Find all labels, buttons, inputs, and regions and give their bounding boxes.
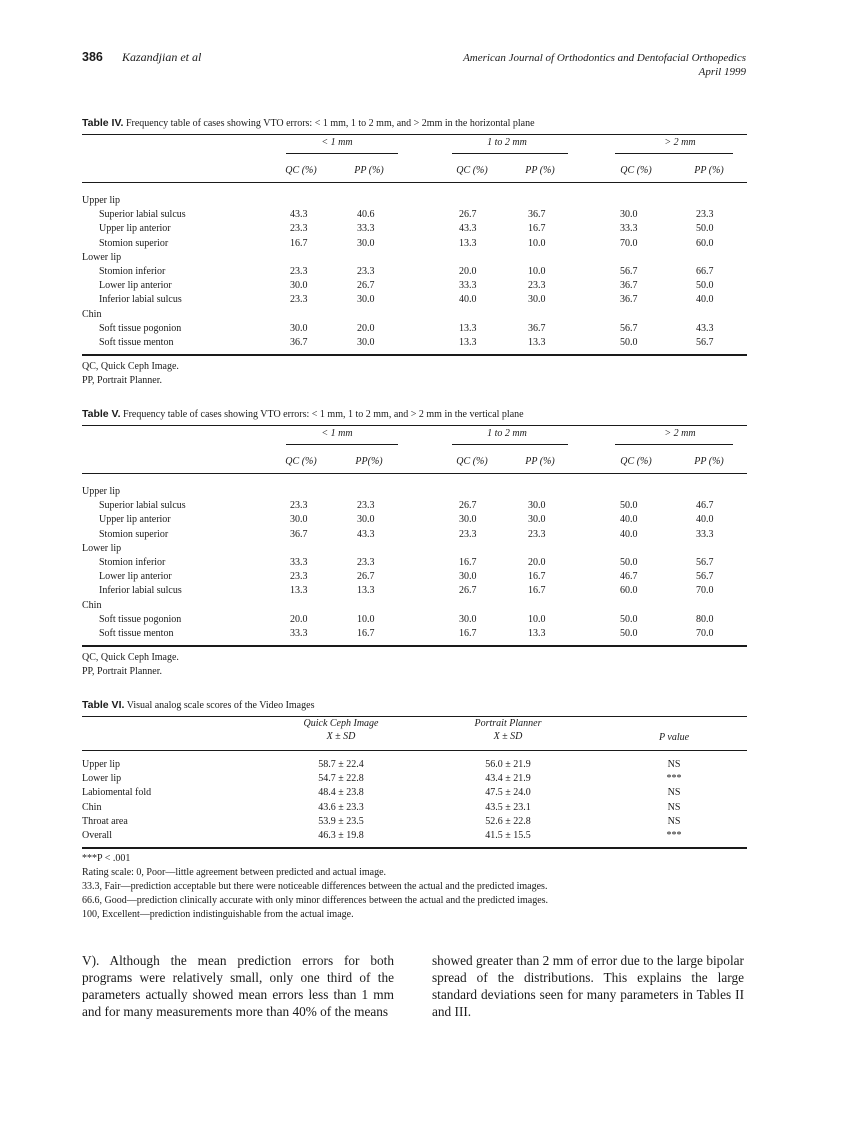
group-header: > 2 mm [664,137,696,148]
group-rule [452,444,568,445]
table-cell: 13.3 [459,337,477,348]
table-cell: 30.0 [528,514,546,526]
table-cell-qc: 43.6 ± 23.3 [318,801,364,813]
table-cell: 16.7 [459,557,477,568]
table-cell: 70.0 [620,237,638,249]
row-label: Superior labial sulcus [99,500,186,512]
table-label: Table IV. [82,117,124,129]
table-footnote: PP, Portrait Planner. [82,666,163,678]
table-cell-p: NS [667,815,681,827]
table-cell: 16.7 [528,585,546,597]
table-cell: 33.3 [357,223,375,235]
table-cell: 16.7 [459,628,477,639]
table-cell: 56.7 [620,266,638,277]
row-label: Upper lip anterior [99,514,171,526]
table-cell-pp: 41.5 ± 15.5 [485,830,531,841]
table-cell: 23.3 [528,528,546,540]
table-cell: 50.0 [620,613,638,625]
row-label: Stomion inferior [99,557,166,568]
header-rule [82,182,747,183]
group-rule [615,444,733,445]
group-header: > 2 mm [664,428,696,439]
column-header: PP(%) [355,456,383,467]
table-cell-qc: 48.4 ± 23.8 [318,787,364,799]
row-category: Upper lip [82,195,121,206]
table-cell-p: *** [666,830,682,841]
table-cell: 30.0 [528,294,546,306]
table-caption-text: Visual analog scale scores of the Video Images [126,700,315,711]
table-cell: 13.3 [459,237,477,249]
table-cell: 30.0 [357,514,375,526]
table-cell: 46.7 [620,571,638,583]
column-header: QC (%) [620,165,652,176]
column-header: QC (%) [620,456,652,467]
table-cell: 23.3 [357,557,375,568]
column-header: QC (%) [456,456,488,467]
table-cell: 30.0 [459,571,477,583]
table-cell: 36.7 [620,280,638,292]
table-cell: 70.0 [696,628,714,639]
table-label: Table VI. [82,699,125,711]
row-label: Stomion superior [99,237,169,249]
table-footnote: QC, Quick Ceph Image. [82,652,179,664]
column-header: PP (%) [525,456,555,467]
table-cell: 26.7 [459,585,477,597]
table-cell: 23.3 [290,223,308,235]
table-bottom-rule [82,645,747,646]
table-cell: 30.0 [290,322,308,334]
table-cell: 10.0 [357,613,375,625]
table-cell: 30.0 [357,237,375,249]
column-header-p: P value [658,732,690,743]
table-cell: 20.0 [290,613,308,625]
row-label: Lower lip anterior [99,571,172,583]
table-cell: 56.7 [696,337,714,348]
body-text-left: V). Although the mean prediction errors for both programs were relatively small, only one third of the parameters actually showed mean errors less than 1 mm and for many measurements more than 40% of the means [82,953,394,1019]
table-cell: 50.0 [620,500,638,512]
table-bottom-rule [82,847,747,848]
table-cell-p: NS [667,801,681,813]
row-label: Upper lip anterior [99,223,171,235]
table-cell-p: NS [667,787,681,799]
row-category: Lower lip [82,542,122,554]
table-cell: 60.0 [696,237,714,249]
row-label: Labiomental fold [82,787,152,799]
table-cell: 40.6 [357,209,375,221]
column-header-pp: Portrait Planner [474,718,542,729]
table-cell: 70.0 [696,585,714,597]
group-rule [286,444,398,445]
running-author: Kazandjian et al [122,50,202,64]
table-cell: 40.0 [696,514,714,526]
row-label: Soft tissue pogonion [99,322,182,334]
column-subheader-pp: X ± SD [493,731,523,742]
table-cell: 23.3 [357,266,375,277]
table-footnote: 66.6, Good—prediction clinically accurate with only minor differences between the actual and the predicted images. [82,895,549,907]
table-cell: 10.0 [528,613,546,625]
table-cell: 23.3 [459,528,477,540]
table-cell: 26.7 [459,209,477,221]
table-footnote: 33.3, Fair—prediction acceptable but there were noticeable differences between the actual and the predicted images. [82,881,548,893]
row-label: Superior labial sulcus [99,209,186,221]
table-cell: 23.3 [290,266,308,277]
table-cell: 16.7 [290,237,308,249]
table-cell: 26.7 [459,500,477,512]
table-cell: 33.3 [290,557,308,568]
table-cell: 46.7 [696,500,714,512]
table-cell: 23.3 [290,500,308,512]
table-cell: 36.7 [620,294,638,306]
table-cell: 10.0 [528,237,546,249]
table-cell-qc: 58.7 ± 22.4 [318,759,364,770]
row-category: Chin [82,599,102,611]
table-cell: 20.0 [357,322,375,334]
table-cell: 23.3 [357,500,375,512]
table-cell: 40.0 [620,528,638,540]
table-cell-qc: 53.9 ± 23.5 [318,815,364,827]
group-rule [615,153,733,154]
table-cell: 40.0 [459,294,477,306]
row-label: Soft tissue menton [99,337,174,348]
journal-header [463,51,746,79]
column-header: PP (%) [354,165,384,176]
table-cell: 50.0 [696,223,714,235]
row-label: Overall [82,830,112,841]
table-cell: 13.3 [528,337,546,348]
table-caption-text: Frequency table of cases showing VTO errors: < 1 mm, 1 to 2 mm, and > 2 mm in the vertical plane [123,409,524,420]
row-label: Lower lip [82,773,122,785]
table-cell: 23.3 [290,571,308,583]
table-cell: 26.7 [357,571,375,583]
table-footnote: ***P < .001 [82,853,131,865]
column-header: QC (%) [285,165,317,176]
column-header: QC (%) [456,165,488,176]
table-cell: 13.3 [528,628,546,639]
group-header: < 1 mm [321,137,353,148]
table-cell: 30.0 [290,280,308,292]
column-header: PP (%) [694,165,724,176]
column-header-qc: Quick Ceph Image [303,718,379,729]
group-rule [286,153,398,154]
row-label: Soft tissue pogonion [99,613,182,625]
table-footnote: 100, Excellent—prediction indistinguishable from the actual image. [82,909,354,921]
group-header: 1 to 2 mm [487,428,527,439]
table-cell: 50.0 [620,557,638,568]
column-subheader-qc: X ± SD [326,731,356,742]
table-caption-text: Frequency table of cases showing VTO errors: < 1 mm, 1 to 2 mm, and > 2mm in the horizontal plane [125,118,535,129]
row-label: Stomion inferior [99,266,166,277]
row-label: Lower lip anterior [99,280,172,292]
row-label: Throat area [82,815,128,827]
table-cell: 33.3 [620,223,638,235]
column-header: PP (%) [694,456,724,467]
row-category: Lower lip [82,251,122,263]
table-caption [82,117,535,129]
table-cell: 13.3 [290,585,308,597]
table-cell: 80.0 [696,613,714,625]
table-cell: 13.3 [459,322,477,334]
table-cell: 30.0 [459,514,477,526]
table-cell: 56.7 [620,322,638,334]
table-cell: 30.0 [290,514,308,526]
table-caption [82,699,314,711]
table-cell: 16.7 [528,223,546,235]
table-cell: 20.0 [459,266,477,277]
table-footnote: PP, Portrait Planner. [82,375,163,387]
table-cell: 56.7 [696,571,714,583]
table-cell-p: NS [667,759,681,770]
table-footnote: QC, Quick Ceph Image. [82,361,179,373]
table-cell: 20.0 [528,557,546,568]
table-cell: 23.3 [290,294,308,306]
table-cell: 50.0 [620,628,638,639]
header-rule [82,750,747,751]
table-cell-qc: 54.7 ± 22.8 [318,773,364,785]
table-cell: 30.0 [620,209,638,221]
header-rule [82,473,747,474]
table-cell: 56.7 [696,557,714,568]
table-cell: 40.0 [620,514,638,526]
table-cell: 43.3 [357,528,375,540]
body-text-right: showed greater than 2 mm of error due to the large bipolar spread of the distributions. This explains the large standard deviations seen for many parameters in Tables II and III. [432,953,744,1019]
row-category: Chin [82,308,102,320]
table-cell: 36.7 [290,337,308,348]
row-category: Upper lip [82,486,121,497]
table-cell: 30.0 [459,613,477,625]
table-cell: 16.7 [357,628,375,639]
group-rule [452,153,568,154]
table-cell: 30.0 [357,294,375,306]
table-cell: 16.7 [528,571,546,583]
table-cell: 43.3 [696,322,714,334]
table-cell: 36.7 [528,209,546,221]
table-cell: 36.7 [290,528,308,540]
table-cell: 50.0 [696,280,714,292]
table-cell-pp: 43.5 ± 23.1 [485,801,531,813]
column-header: QC (%) [285,456,317,467]
table-cell: 33.3 [290,628,308,639]
table-cell: 23.3 [528,280,546,292]
table-bottom-rule [82,354,747,355]
table-cell-p: *** [666,773,682,785]
table-cell: 30.0 [357,337,375,348]
table-caption [82,408,524,420]
table-cell: 33.3 [459,280,477,292]
table-label: Table V. [82,408,121,420]
row-label: Inferior labial sulcus [99,294,182,306]
row-label: Upper lip [82,759,121,770]
table-cell-pp: 47.5 ± 24.0 [485,787,531,799]
row-label: Inferior labial sulcus [99,585,182,597]
table-cell: 66.7 [696,266,714,277]
table-cell: 50.0 [620,337,638,348]
table-cell: 10.0 [528,266,546,277]
issue-date: April 1999 [698,66,746,78]
table-cell-pp: 43.4 ± 21.9 [485,773,531,785]
group-header: 1 to 2 mm [487,137,527,148]
table-cell-pp: 52.6 ± 22.8 [485,815,531,827]
table-cell-pp: 56.0 ± 21.9 [485,759,531,770]
table-cell: 13.3 [357,585,375,597]
table-cell: 30.0 [528,500,546,512]
table-cell-qc: 46.3 ± 19.8 [318,830,364,841]
page-number: 386 [82,50,103,64]
table-cell: 60.0 [620,585,638,597]
row-label: Chin [82,801,102,813]
table-footnote: Rating scale: 0, Poor—little agreement between predicted and actual image. [82,867,387,879]
table-cell: 43.3 [459,223,477,235]
table-cell: 40.0 [696,294,714,306]
table-cell: 26.7 [357,280,375,292]
row-label: Soft tissue menton [99,628,174,639]
table-cell: 33.3 [696,528,714,540]
table-cell: 43.3 [290,209,308,221]
table-cell: 23.3 [696,209,714,221]
row-label: Stomion superior [99,528,169,540]
column-header: PP (%) [525,165,555,176]
journal-title: American Journal of Orthodontics and Dentofacial Orthopedics [463,52,746,64]
group-header: < 1 mm [321,428,353,439]
table-cell: 36.7 [528,322,546,334]
